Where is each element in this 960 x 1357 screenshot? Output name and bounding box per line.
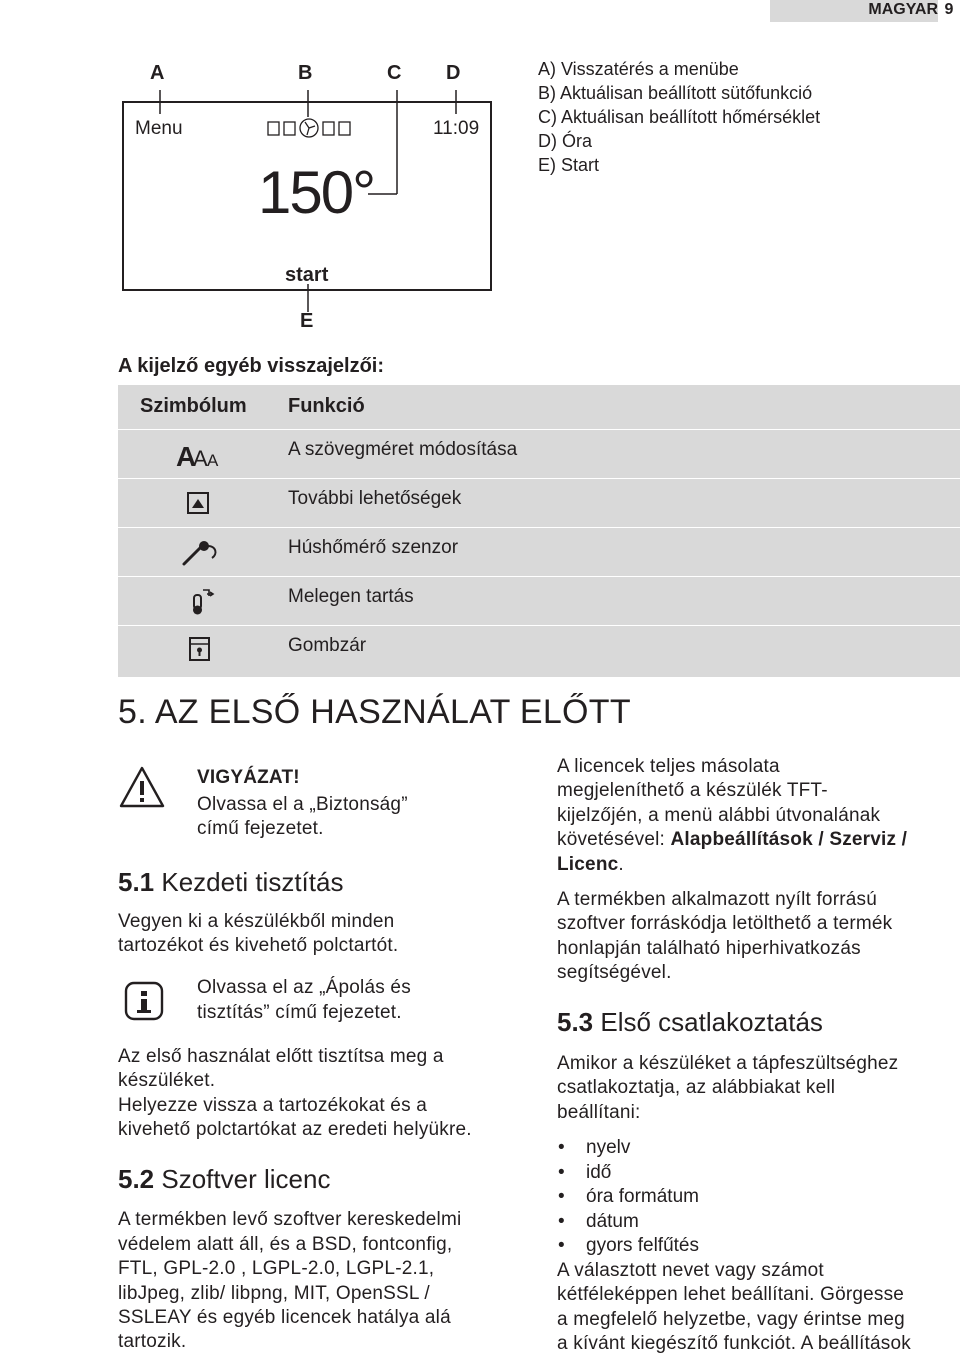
subsection-number: 5.2 [118, 1164, 155, 1194]
function-label: A szövegméret módosítása [288, 439, 518, 460]
info-text-line: tisztítás” című fejezetet. [197, 1002, 402, 1023]
indicators-title: A kijelző egyéb visszajelzői: [118, 355, 385, 377]
paragraph-line: a kívánt kiegészítő funkciót. A beállítások [557, 1333, 911, 1354]
subsection-heading: Kezdeti tisztítás [154, 867, 344, 897]
subsection-number: 5.3 [557, 1007, 594, 1037]
function-label: Melegen tartás [288, 586, 414, 607]
subsection-5-2-title [118, 1164, 330, 1195]
bullet: • [558, 1211, 565, 1232]
paragraph-line: Az első használat előtt tisztítsa meg a [118, 1046, 444, 1067]
legend-item: A) Visszatérés a menübe [538, 59, 739, 79]
paragraph-line: megjeleníthető a készülék TFT- [557, 780, 828, 801]
paragraph-line: védelem alatt áll, és a BSD, fontconfig, [118, 1234, 453, 1255]
keep-warm-icon [190, 585, 220, 617]
subsection-heading: Első csatlakoztatás [593, 1007, 823, 1037]
function-label: Gombzár [288, 635, 367, 656]
callout-a: A [150, 62, 165, 84]
legend-item: C) Aktuálisan beállított hőmérséklet [538, 107, 821, 127]
callout-d: D [446, 62, 461, 84]
callout-b: B [298, 62, 313, 84]
paragraph-line: kétféleképpen lehet beállítani. Görgesse [557, 1284, 905, 1305]
col-symbol-header: Szimbólum [140, 395, 247, 417]
list-item-text: gyors felfűtés [586, 1235, 699, 1256]
warning-text-line: című fejezetet. [197, 818, 324, 839]
display-clock: 11:09 [433, 118, 480, 139]
svg-text:A: A [193, 446, 208, 470]
paragraph-line: kijelzőjén, a menü alábbi útvonalának [557, 805, 881, 826]
paragraph-text: . [618, 854, 624, 875]
paragraph-line: beállítani: [557, 1102, 641, 1123]
header-language: MAGYAR [770, 0, 960, 22]
paragraph-line: honlapján található hiperhivatkozás [557, 938, 861, 959]
info-text-line: Olvassa el az „Ápolás és [197, 977, 411, 998]
paragraph-line: tartozékot és kivehető polctartót. [118, 935, 399, 956]
info-icon [124, 981, 166, 1023]
paragraph-line: libJpeg, zlib/ libpng, MIT, OpenSSL / [118, 1283, 430, 1304]
paragraph-line: készüléket. [118, 1070, 216, 1091]
legend-item: B) Aktuálisan beállított sütőfunkció [538, 83, 813, 103]
svg-text:A: A [207, 451, 219, 470]
paragraph-text: követésével: [557, 829, 671, 850]
paragraph-line: kivehető polctartókat az eredeti helyükre. [118, 1119, 472, 1140]
paragraph-line: Vegyen ki a készülékből minden [118, 911, 395, 932]
legend-item: E) Start [538, 155, 600, 175]
table-row [118, 429, 960, 479]
table-row [118, 625, 960, 675]
callout-c: C [387, 62, 402, 84]
bullet: • [558, 1186, 565, 1207]
function-label: További lehetőségek [288, 488, 462, 509]
paragraph-line: A licencek teljes másolata [557, 756, 780, 777]
knob-lock-icon [188, 636, 214, 664]
display-temperature: 150° [258, 159, 375, 226]
function-label: Húshőmérő szenzor [288, 537, 459, 558]
bullet: • [558, 1235, 565, 1256]
subsection-heading: Szoftver licenc [154, 1164, 331, 1194]
symbol-table [118, 385, 960, 677]
menu-path: Alapbeállítások / Szerviz / [670, 829, 908, 850]
table-row [118, 576, 960, 626]
section-title: 5. AZ ELSŐ HASZNÁLAT ELŐTT [118, 693, 631, 731]
paragraph-line: tartozik. [118, 1331, 187, 1352]
svg-text:A: A [176, 442, 197, 470]
callout-e: E [300, 310, 314, 332]
paragraph-line: csatlakoztatja, az alábbiakat kell [557, 1077, 836, 1098]
list-item-text: dátum [586, 1211, 639, 1232]
more-options-icon [186, 491, 212, 517]
paragraph-line: segítségével. [557, 962, 672, 983]
display-menu-label: Menu [135, 118, 183, 139]
table-header [118, 385, 960, 429]
paragraph-line: A választott nevet vagy számot [557, 1260, 824, 1281]
col-function-header: Funkció [288, 395, 365, 417]
warning-title: VIGYÁZAT! [197, 767, 300, 788]
subsection-number: 5.1 [118, 867, 155, 897]
meat-probe-icon [180, 538, 220, 568]
subsection-5-3-title [557, 1007, 823, 1038]
paragraph-line [557, 853, 624, 878]
bullet: • [558, 1137, 565, 1158]
list-item-text: idő [586, 1162, 612, 1183]
paragraph-line: szoftver forráskódja letölthető a termék [557, 913, 893, 934]
legend-item: D) Óra [538, 131, 592, 151]
warning-text-line: Olvassa el a „Biztonság” [197, 794, 408, 815]
display-start-label: start [285, 264, 329, 286]
warning-icon [118, 765, 166, 809]
paragraph-line: a megfelelő helyzetbe, vagy érintse meg [557, 1309, 905, 1330]
text-size-icon [176, 442, 224, 470]
list-item-text: nyelv [586, 1137, 631, 1158]
header-bar [0, 0, 770, 22]
paragraph-line: SSLEAY és egyéb licencek hatálya alá [118, 1307, 451, 1328]
paragraph-line: A termékben levő szoftver kereskedelmi [118, 1209, 462, 1230]
page-number: 9 [938, 0, 960, 22]
menu-path: Licenc [557, 854, 619, 875]
paragraph-line: Helyezze vissza a tartozékokat és a [118, 1095, 428, 1116]
list-item-text: óra formátum [586, 1186, 699, 1207]
paragraph-line: A termékben alkalmazott nyílt forrású [557, 889, 877, 910]
table-row [118, 478, 960, 528]
paragraph-line: FTL, GPL-2.0 , LGPL-2.0, LGPL-2.1, [118, 1258, 435, 1279]
bullet: • [558, 1162, 565, 1183]
paragraph-line: Amikor a készüléket a tápfeszültséghez [557, 1053, 899, 1074]
table-row [118, 527, 960, 577]
paragraph-line [557, 828, 907, 853]
subsection-5-1-title [118, 867, 343, 898]
